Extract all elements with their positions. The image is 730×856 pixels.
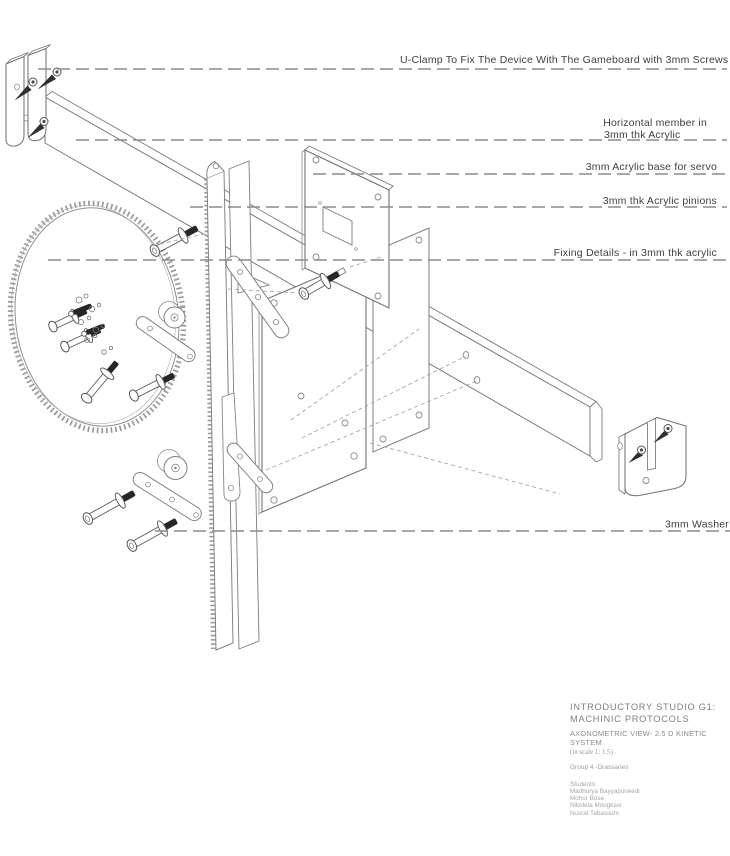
label-washer: 3mm Washer (664, 518, 729, 531)
bolt (124, 513, 181, 555)
label-u-clamp: U-Clamp To Fix The Device With The Gameboard with 3mm Screws (400, 54, 729, 66)
studio-title-line1: INTRODUCTORY STUDIO G1: (570, 702, 716, 712)
students-list (570, 781, 730, 817)
bolt (78, 357, 123, 407)
front-plate (259, 257, 366, 514)
student-name: Mohor Bose (570, 795, 604, 803)
label-pinions: 3mm thk Acrylic pinions (602, 195, 717, 207)
title-block (570, 702, 730, 817)
label-fixing-details: Fixing Details - in 3mm thk acrylic (553, 247, 717, 259)
group-name: Group 4 -Drassanes (570, 763, 629, 771)
student-name: Nikoleta Mougkasi (570, 802, 622, 810)
label-horizontal-member-line1: Horizontal member in (603, 117, 707, 129)
scale-note: (in scale 1: 1.5) (570, 748, 613, 756)
pinion-pulley-bottom (158, 450, 188, 480)
washer-set (76, 294, 113, 354)
u-clamp-right (618, 418, 686, 496)
student-name: Madhurya Bayyapuneedi (570, 787, 640, 795)
label-servo-base: 3mm Acrylic base for servo (585, 161, 717, 173)
label-horizontal-member-line2: 3mm thk Acrylic (604, 129, 681, 141)
students-heading: Students: (570, 780, 597, 788)
studio-title-line2: MACHINIC PROTOCOLS (570, 713, 690, 724)
view-title: AXONOMETRIC VIEW- 2.5 D KINETIC SYSTEM (570, 729, 707, 747)
student-name: Nusrat Tabassum (570, 809, 619, 817)
pinion-pulley-top (159, 302, 186, 329)
bolt (80, 485, 138, 528)
